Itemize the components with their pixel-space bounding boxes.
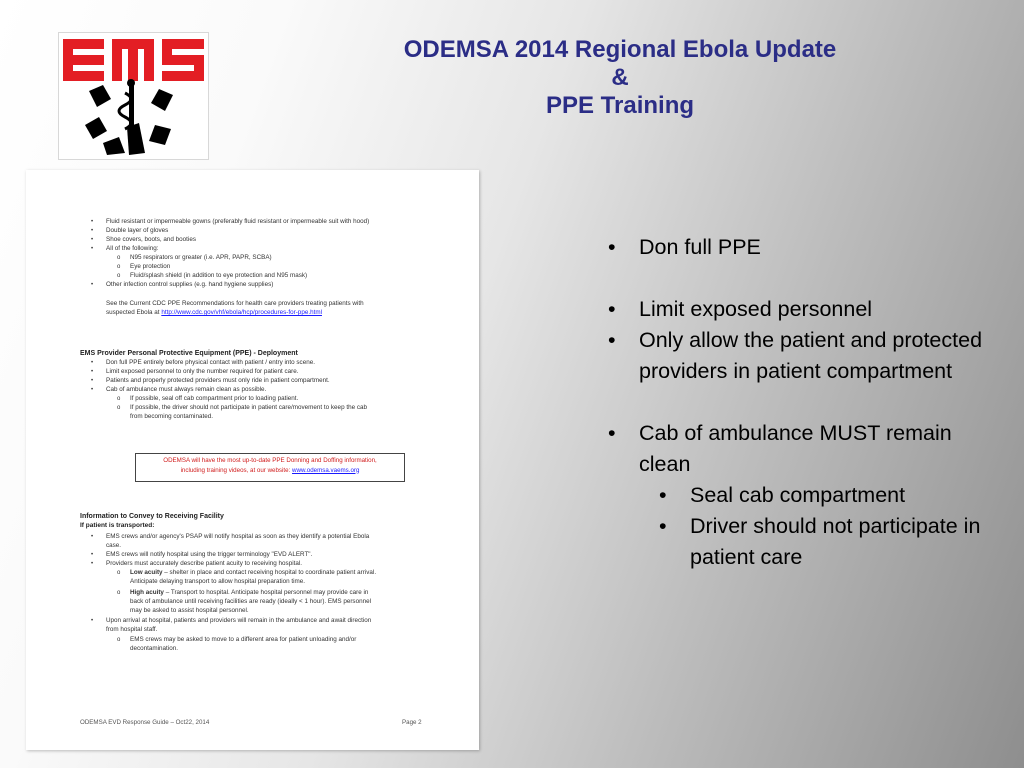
cdc-prefix: suspected Ebola at: [106, 309, 162, 316]
star-of-life-icon: [85, 79, 173, 155]
acuity-high: [130, 589, 368, 598]
bullet: •: [91, 534, 94, 540]
bullet: •: [91, 369, 94, 375]
notice-prefix: including training videos, at our website:: [180, 466, 293, 474]
bullet: •: [91, 618, 94, 624]
bullet-item: [608, 232, 1008, 263]
sub-bullet: o: [117, 264, 121, 270]
ppe-item: Double layer of gloves: [106, 227, 169, 234]
bullet-list: [608, 232, 1008, 573]
convey-heading: Information to Convey to Receiving Facility: [80, 513, 224, 520]
bullet-dot: •: [608, 235, 616, 259]
arrival-item-cont: from hospital staff.: [106, 626, 158, 633]
bullet: •: [91, 282, 94, 288]
sub-bullet: o: [117, 255, 121, 261]
title-line-2: &: [611, 64, 629, 91]
sub-bullet-item: [608, 511, 1008, 573]
sub-bullet: o: [117, 396, 121, 402]
bullet: •: [91, 552, 94, 558]
notice-line-2: [136, 466, 404, 476]
cdc-link[interactable]: http://www.cdc.gov/vhf/ebola/hcp/procedures-for-ppe.html: [161, 309, 322, 316]
cdc-text-2: [106, 309, 322, 318]
acuity-high-label: High acuity: [130, 589, 164, 596]
deploy-sub-item: If possible, seal off cab compartment prior to loading patient.: [130, 395, 299, 402]
bullet-text: Don full PPE: [639, 235, 761, 259]
bullet-item: [608, 418, 1008, 480]
deploy-item: Cab of ambulance must always remain clean as possible.: [106, 386, 267, 393]
convey-item: EMS crews will notify hospital using the trigger terminology "EVD ALERT".: [106, 551, 313, 558]
bullet: •: [91, 360, 94, 366]
ppe-sub-item: N95 respirators or greater (i.e. APR, PAPR, SCBA): [130, 254, 272, 261]
ppe-item: Other infection control supplies (e.g. hand hygiene supplies): [106, 281, 274, 288]
bullet-dot: •: [608, 328, 616, 352]
sub-bullet: o: [117, 405, 121, 411]
bullet: •: [91, 228, 94, 234]
slide-title: [300, 36, 940, 120]
acuity-low-text-2: Anticipate delaying transport to allow hospital preparation time.: [130, 578, 306, 585]
arrival-item: Upon arrival at hospital, patients and providers will remain in the ambulance and await direction: [106, 617, 372, 624]
bullet-dot: •: [608, 421, 616, 445]
bullet: •: [91, 561, 94, 567]
acuity-high-text: – Transport to hospital. Anticipate hospital personnel may provide care in: [163, 589, 369, 596]
convey-subheading: If patient is transported:: [80, 522, 155, 529]
acuity-high-text-3: may be asked to assist hospital personnel.: [130, 607, 249, 614]
arrival-sub-item: EMS crews may be asked to move to a different area for patient unloading and/or: [130, 636, 357, 643]
bullet-item: [608, 294, 1008, 325]
notice-line-1: ODEMSA will have the most up-to-date PPE Donning and Doffing information,: [163, 457, 377, 464]
acuity-low-text: – shelter in place and contact receiving hospital to coordinate patient arrival.: [162, 569, 377, 576]
deploy-sub-item: If possible, the driver should not participate in patient care/movement to keep the cab: [130, 404, 367, 411]
bullet-item: [608, 325, 1008, 387]
bullet-text: Cab of ambulance MUST remain clean: [639, 421, 952, 476]
bullet-dot: •: [608, 297, 616, 321]
ppe-item: Fluid resistant or impermeable gowns (preferably fluid resistant or impermeable suit with hood): [106, 218, 370, 225]
cdc-text: See the Current CDC PPE Recommendations for health care providers treating patients with: [106, 300, 364, 307]
convey-item-cont: case.: [106, 542, 122, 549]
bullet-text: Limit exposed personnel: [639, 297, 873, 321]
ems-logo-graphic: [59, 33, 208, 159]
ppe-item: Shoe covers, boots, and booties: [106, 236, 196, 243]
sub-bullet: o: [117, 570, 121, 576]
bullet: •: [91, 378, 94, 384]
sub-bullet: o: [117, 273, 121, 279]
bullet: •: [91, 237, 94, 243]
deployment-heading: EMS Provider Personal Protective Equipment (PPE) - Deployment: [80, 350, 298, 357]
deploy-item: Patients and properly protected providers must only ride in patient compartment.: [106, 377, 330, 384]
deploy-item: Don full PPE entirely before physical contact with patient / entry into scene.: [106, 359, 315, 366]
deploy-sub-item: from becoming contaminated.: [130, 413, 213, 420]
bullet-dot: •: [659, 483, 667, 507]
sub-bullet-text: Seal cab compartment: [690, 483, 906, 507]
ppe-sub-item: Eye protection: [130, 263, 171, 270]
acuity-low: [130, 569, 376, 578]
ppe-item: All of the following:: [106, 245, 159, 252]
bullet: •: [91, 246, 94, 252]
acuity-low-label: Low acuity: [130, 569, 163, 576]
odemsa-link[interactable]: www.odemsa.vaems.org: [292, 466, 360, 474]
ems-logo: [58, 32, 209, 160]
sub-bullet: o: [117, 590, 121, 596]
sub-bullet-text: Driver should not participate in patient care: [690, 514, 981, 569]
arrival-sub-item-cont: decontamination.: [130, 645, 178, 652]
document-page: [26, 170, 479, 750]
sub-bullet: o: [117, 637, 121, 643]
convey-item: Providers must accurately describe patient acuity to receiving hospital.: [106, 560, 302, 567]
ppe-sub-item: Fluid/splash shield (in addition to eye protection and N95 mask): [130, 272, 308, 279]
bullet-text: Only allow the patient and protected providers in patient compartment: [639, 328, 983, 383]
website-notice-box: [135, 453, 405, 482]
title-line-1: ODEMSA 2014 Regional Ebola Update: [403, 36, 837, 63]
title-line-3: PPE Training: [545, 92, 695, 119]
bullet: •: [91, 219, 94, 225]
convey-item: EMS crews and/or agency's PSAP will notify hospital as soon as they identify a potential Ebola: [106, 533, 370, 540]
doc-footer-left: ODEMSA EVD Response Guide – Oct22, 2014: [80, 719, 210, 726]
bullet-dot: •: [659, 514, 667, 538]
deploy-item: Limit exposed personnel to only the number required for patient care.: [106, 368, 299, 375]
logo-letters: [63, 39, 204, 81]
doc-footer-page: Page 2: [402, 719, 422, 726]
bullet: •: [91, 387, 94, 393]
sub-bullet-item: [608, 480, 1008, 511]
acuity-high-text-2: back of ambulance until receiving facilities are ready (ideally < 1 hour). EMS personnel: [130, 598, 371, 605]
